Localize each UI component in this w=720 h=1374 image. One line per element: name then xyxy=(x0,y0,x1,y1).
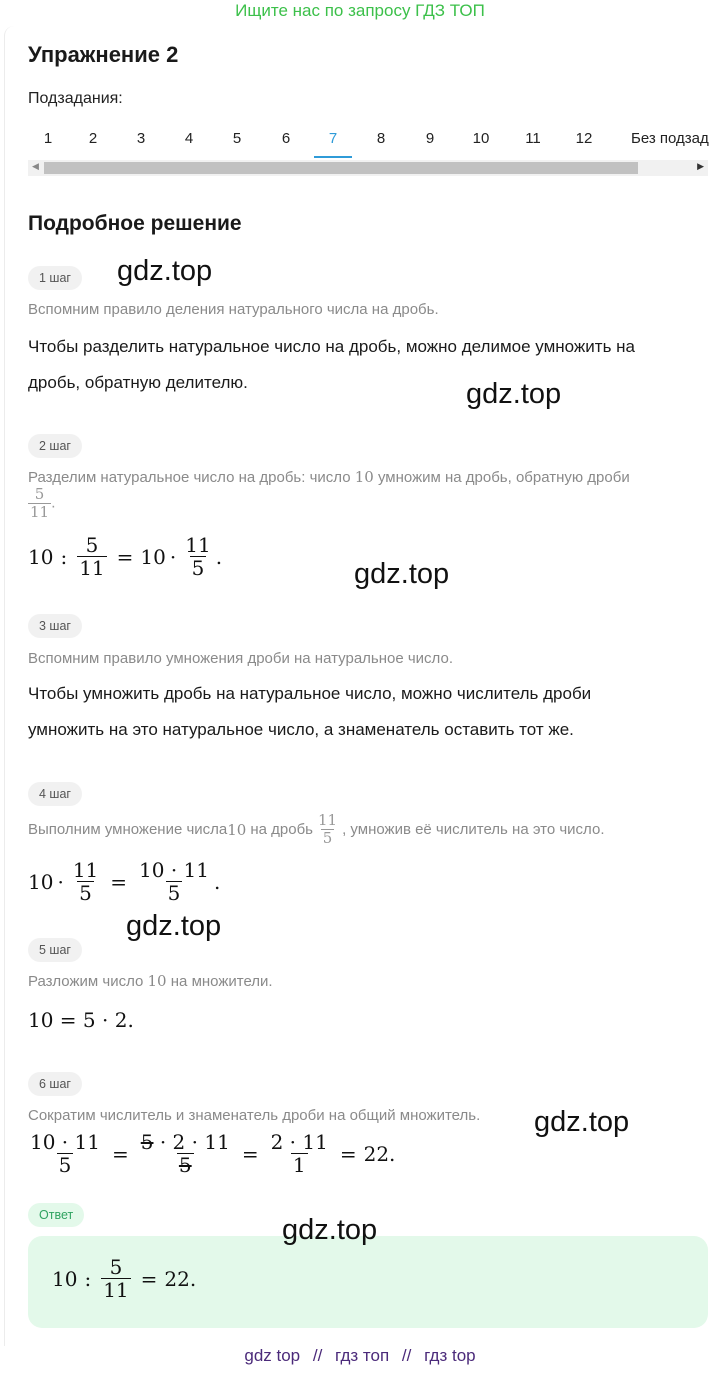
footer-separator: // xyxy=(401,1346,412,1365)
step-4-equation: 10 · $\frac{11}{5}$ = $\frac{10 \cdot 11}{5}$ . xyxy=(28,858,221,905)
step-6-note: Сократим числитель и знаменатель дроби на общий множитель. xyxy=(28,1107,481,1124)
step-3-rule-line-2: умножить на это натуральное число, а знаменатель оставить тот же. xyxy=(28,720,574,739)
tab-11[interactable]: 11 xyxy=(525,130,541,147)
step-3-note: Вспомним правило умножения дроби на натуральное число. xyxy=(28,650,453,667)
step-1-note: Вспомним правило деления натурального числа на дробь. xyxy=(28,301,439,318)
watermark: gdz.top xyxy=(126,910,222,942)
tab-no-subtask[interactable]: Без подзад xyxy=(631,130,709,147)
step-2-note-fraction: $\frac{5}{11}$ . xyxy=(30,485,56,521)
answer-equation: 10 : $\frac{5}{11}$ = 22. xyxy=(52,1255,197,1302)
watermark: gdz.top xyxy=(117,255,213,287)
step-badge-1: 1 шаг xyxy=(28,266,82,290)
subtask-tabs xyxy=(28,122,720,158)
step-1-rule-line-1: Чтобы разделить натуральное число на дробь, можно делимое умножить на xyxy=(28,337,635,356)
subtasks-label: Подзадания: xyxy=(28,90,123,107)
step-4-note: Выполним умножение числа 10 на дробь $\frac{11}{5}$ , умножив её числитель на это число. xyxy=(28,811,605,847)
step-badge-2: 2 шаг xyxy=(28,434,82,458)
step-2-equation: 10 : $\frac{5}{11}$ = 10 · $\frac{11}{5}$ . xyxy=(28,533,223,580)
tabs-scrollbar[interactable] xyxy=(28,160,708,176)
tab-2[interactable]: 2 xyxy=(88,130,98,147)
step-3-rule-line-1: Чтобы умножить дробь на натуральное число, можно числитель дроби xyxy=(28,684,592,703)
step-badge-5: 5 шаг xyxy=(28,938,82,962)
footer-separator: // xyxy=(312,1346,323,1365)
tab-6[interactable]: 6 xyxy=(281,130,291,147)
tab-1[interactable]: 1 xyxy=(43,130,53,147)
footer-link-gdz-top-ru[interactable]: гдз топ xyxy=(335,1346,390,1365)
step-5-note: Разложим число 10 на множители. xyxy=(28,972,273,990)
step-badge-6: 6 шаг xyxy=(28,1072,82,1096)
tab-4[interactable]: 4 xyxy=(184,130,194,147)
scroll-left-icon[interactable]: ◀ xyxy=(32,161,39,171)
scroll-thumb[interactable] xyxy=(44,162,638,174)
footer-link-gdz-top-mixed[interactable]: гдз top xyxy=(424,1346,476,1365)
tab-9[interactable]: 9 xyxy=(425,130,435,147)
answer-badge: Ответ xyxy=(28,1203,84,1227)
scroll-right-icon[interactable]: ▶ xyxy=(697,161,704,171)
step-2-note: Разделим натуральное число на дробь: число 10 умножим на дробь, обратную дроби xyxy=(28,468,630,486)
active-tab-indicator xyxy=(314,156,352,158)
step-5-equation: 10 = 5 · 2. xyxy=(28,1008,134,1032)
step-badge-3: 3 шаг xyxy=(28,614,82,638)
page-title: Упражнение 2 xyxy=(28,42,179,67)
step-6-equation: $\frac{10 \cdot 11}{5}$ = $\frac{5 \cdot 2 \cdot 11}{5}$ = $\frac{2 \cdot 11}{1}$ = 22. xyxy=(30,1130,396,1177)
tab-10[interactable]: 10 xyxy=(472,130,490,147)
step-1-rule-line-2: дробь, обратную делителю. xyxy=(28,373,248,392)
watermark: gdz.top xyxy=(466,378,562,410)
watermark: gdz.top xyxy=(534,1106,630,1138)
watermark: gdz.top xyxy=(354,558,450,590)
tab-12[interactable]: 12 xyxy=(575,130,593,147)
tab-7[interactable]: 7 xyxy=(328,130,338,147)
tab-3[interactable]: 3 xyxy=(136,130,146,147)
footer-link-gdz-top[interactable]: gdz top xyxy=(244,1346,301,1365)
step-badge-4: 4 шаг xyxy=(28,782,82,806)
watermark: gdz.top xyxy=(282,1214,378,1246)
solution-heading: Подробное решение xyxy=(28,212,242,235)
tab-8[interactable]: 8 xyxy=(376,130,386,147)
tab-5[interactable]: 5 xyxy=(232,130,242,147)
footer-links xyxy=(0,1346,720,1366)
search-banner: Ищите нас по запросу ГДЗ ТОП xyxy=(235,1,485,20)
